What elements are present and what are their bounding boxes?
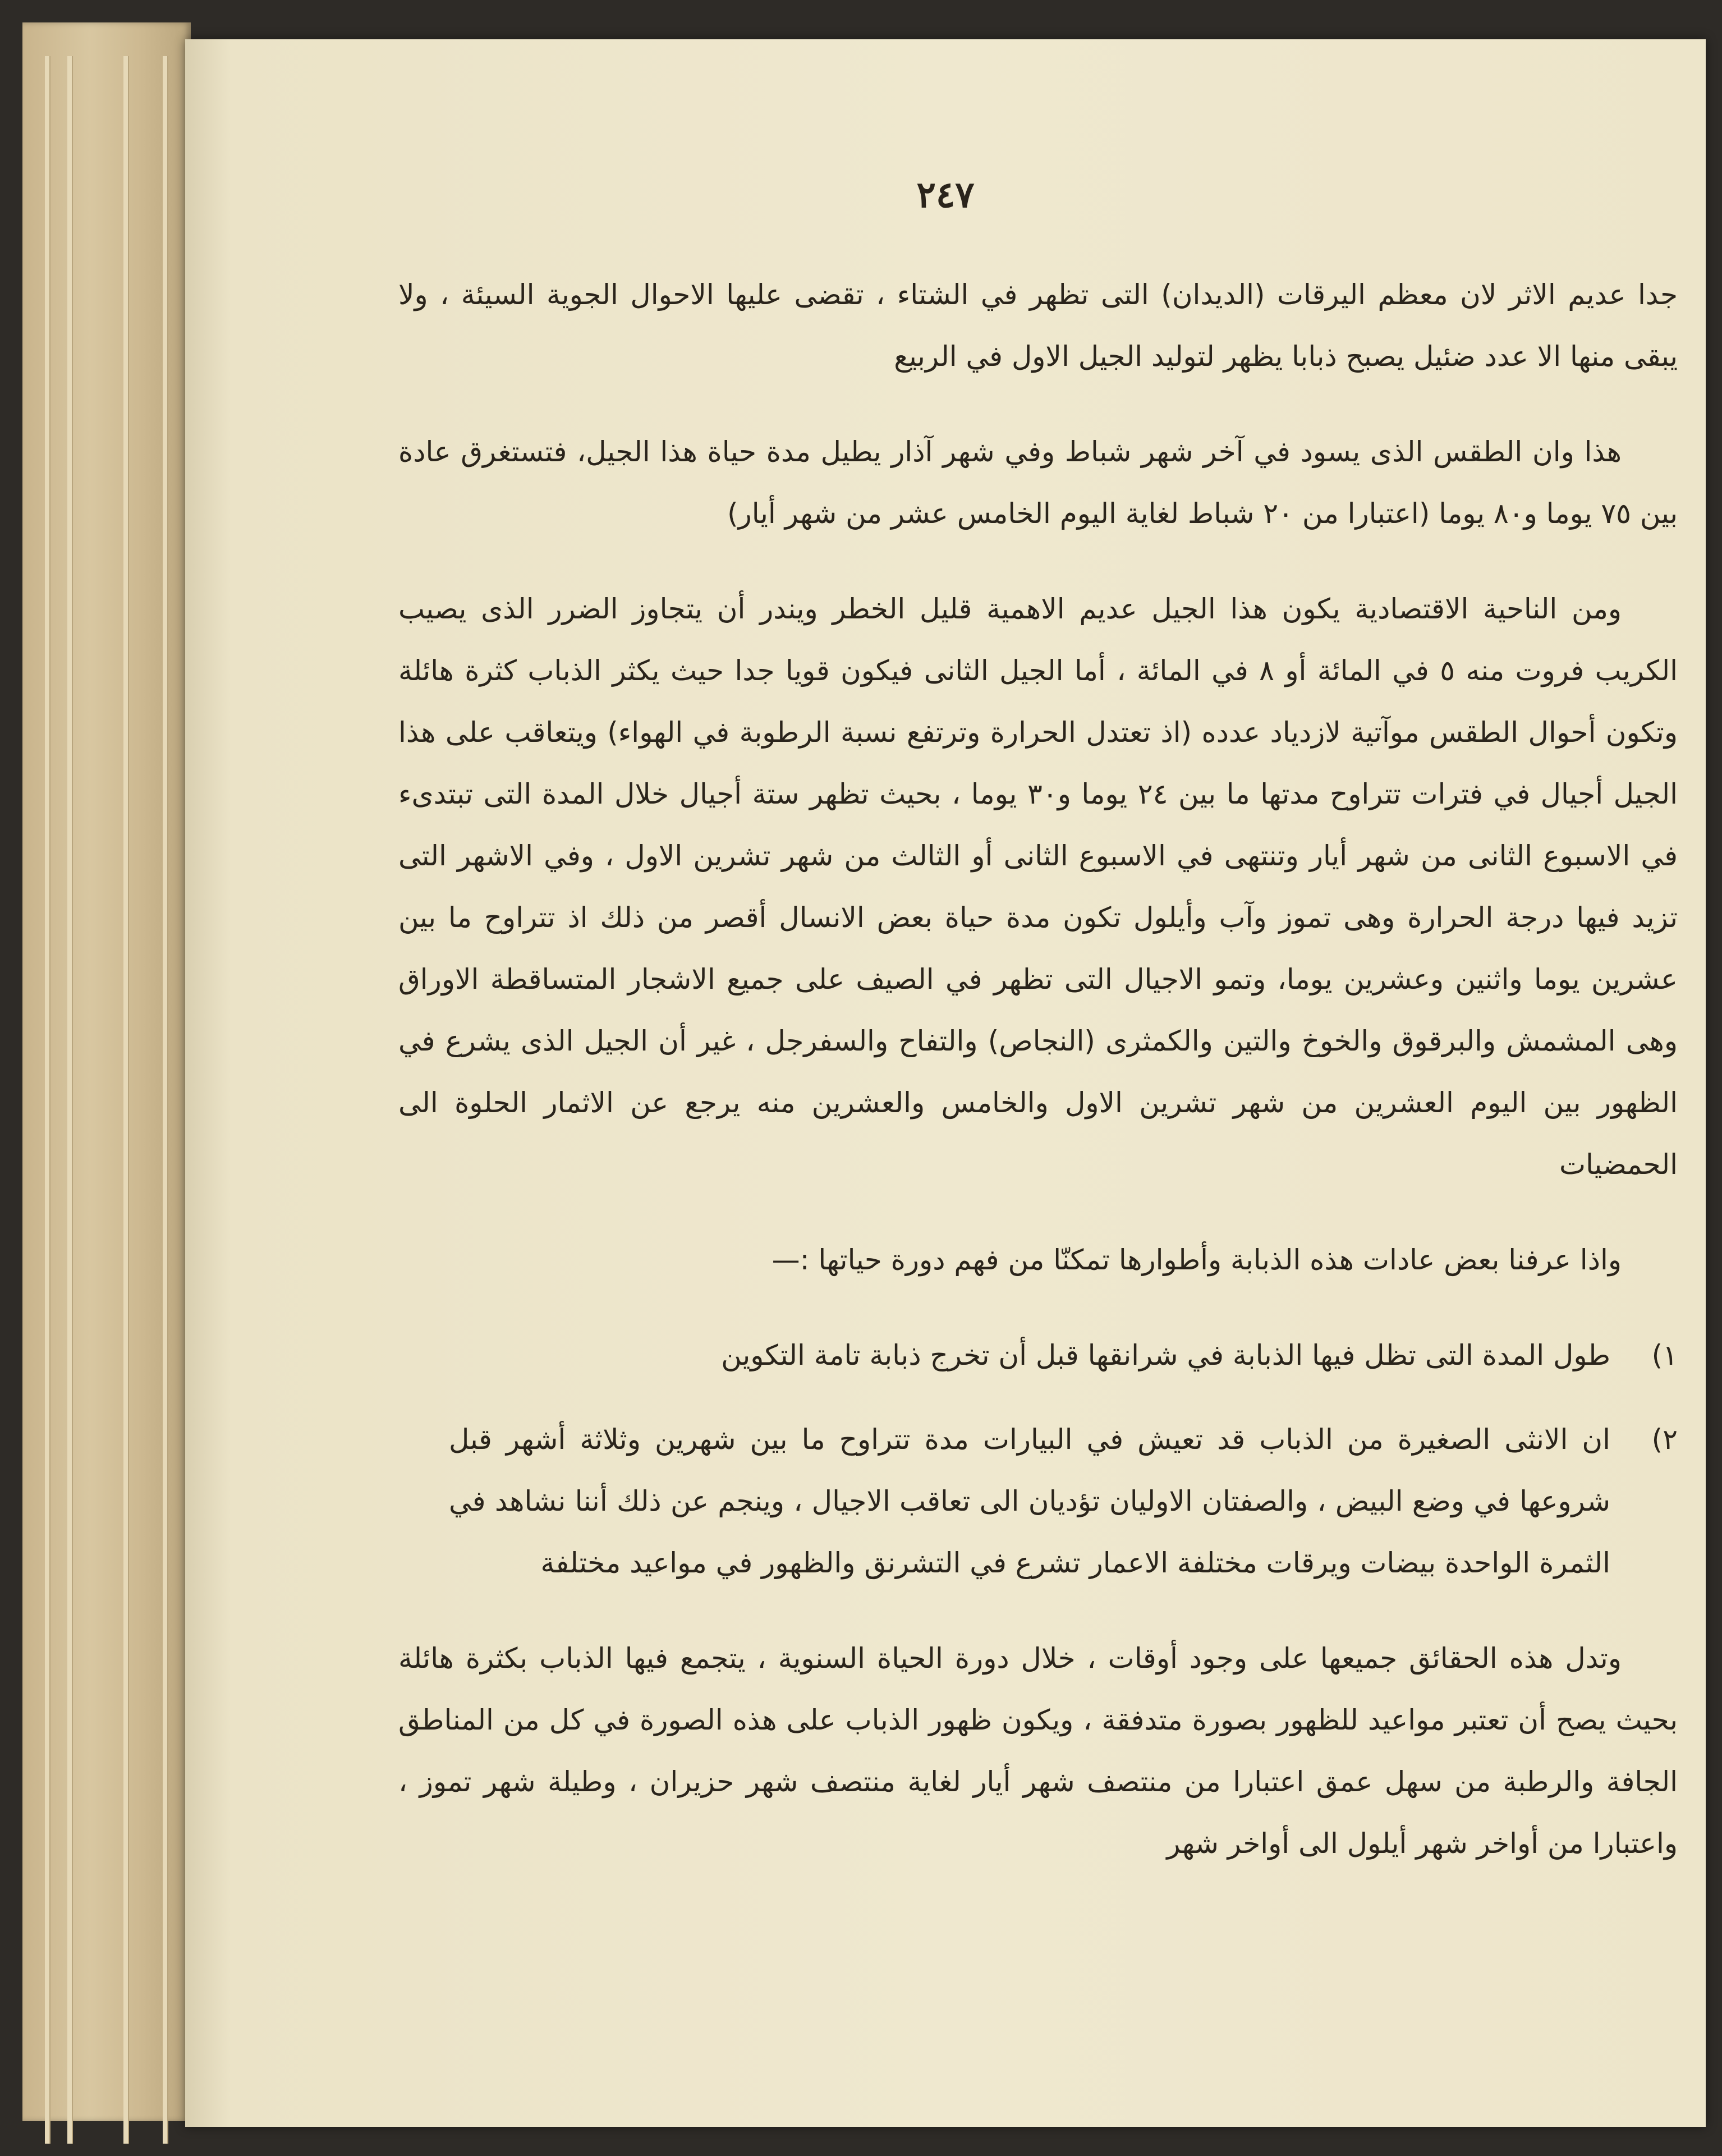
list-text: ان الانثى الصغيرة من الذباب قد تعيش في البيارات مدة تتراوح ما بين شهرين وثلاثة أشهر قبل شروعها في وضع البيض ، والصفتان الاوليان تؤديان الى تعاقب الاجيال ، وينجم عن ذلك أننا نشاهد في الثمرة الواحدة بيضات ويرقات مختلفة الاعمار تشرع في التشرنق والظهور في مواعيد مختلفة (449, 1423, 1610, 1579)
list-text: طول المدة التى تظل فيها الذبابة في شرانقها قبل أن تخرج ذبابة تامة التكوين (721, 1339, 1610, 1371)
paragraph-1: جدا عديم الاثر لان معظم اليرقات (الديدان) التى تظهر في الشتاء ، تقضى عليها الاحوال الجوية السيئة ، ولا يبقى منها الا عدد ضئيل يصبح ذبابا يظهر لتوليد الجيل الاول في الربيع (398, 278, 1678, 373)
page-number: ٢٤٧ (916, 174, 975, 216)
list-item-2 (398, 1409, 1678, 1594)
list-number: ١) (1651, 1339, 1678, 1371)
book-page-stack (22, 22, 191, 2121)
paragraph-4: واذا عرفنا بعض عادات هذه الذبابة وأطوارها تمكنّا من فهم دورة حياتها :— (772, 1244, 1622, 1276)
page-edge (123, 56, 129, 2144)
page-edge (67, 56, 73, 2144)
paragraph-3: ومن الناحية الاقتصادية يكون هذا الجيل عديم الاهمية قليل الخطر ويندر أن يتجاوز الضرر الذى يصيب الكريب فروت منه ٥ في المائة أو ٨ في المائة ، أما الجيل الثانى فيكون قويا جدا حيث يكثر الذباب كثرة هائلة وتكون أحوال الطقس موآتية لازدياد عدده (اذ تعتدل الحرارة وترتفع نسبة الرطوبة في الهواء) ويتعاقب على هذا الجيل أجيال في فترات تتراوح مدتها ما بين ٢٤ يوما و٣٠ يوما ، بحيث تظهر ستة أجيال خلال المدة التى تبتدىء في الاسبوع الثانى من شهر أيار وتنتهى في الاسبوع الثانى أو الثالث من شهر تشرين الاول ، وفي الاشهر التى تزيد فيها درجة الحرارة وهى تموز وآب وأيلول تكون مدة حياة بعض الانسال أقصر من ذلك اذ تتراوح ما بين عشرين يوما واثنين وعشرين يوما، وتمو الاجيال التى تظهر في الصيف على جميع الاشجار المتساقطة الاوراق وهى المشمش والبرقوق والخوخ والتين والكمثرى (النجاص) والتفاح والسفرجل ، غير أن الجيل الذى يشرع في الظهور بين اليوم العشرين من شهر تشرين الاول والخامس والعشرين منه يرجع عن الاثمار الحلوة الى الحمضيات (398, 593, 1678, 1181)
book-page (185, 39, 1706, 2127)
page-text (398, 264, 1678, 1908)
list-item-1 (398, 1324, 1678, 1386)
page-edge (163, 56, 168, 2144)
paragraph-2: هذا وان الطقس الذى يسود في آخر شهر شباط وفي شهر آذار يطيل مدة حياة هذا الجيل، فتستغرق عادة بين ٧٥ يوما و٨٠ يوما (اعتبارا من ٢٠ شباط لغاية اليوم الخامس عشر من شهر أيار) (398, 435, 1678, 530)
list-number: ٢) (1651, 1423, 1678, 1456)
page-edge (45, 56, 50, 2144)
paragraph-final: وتدل هذه الحقائق جميعها على وجود أوقات ، خلال دورة الحياة السنوية ، يتجمع فيها الذباب بكثرة هائلة بحيث يصح أن تعتبر مواعيد للظهور بصورة متدفقة ، ويكون ظهور الذباب على هذه الصورة في كل من المناطق الجافة والرطبة من سهل عمق اعتبارا من منتصف شهر أيار لغاية منتصف شهر حزيران ، وطيلة شهر تموز ، واعتبارا من أواخر شهر أيلول الى أواخر شهر (398, 1642, 1678, 1860)
